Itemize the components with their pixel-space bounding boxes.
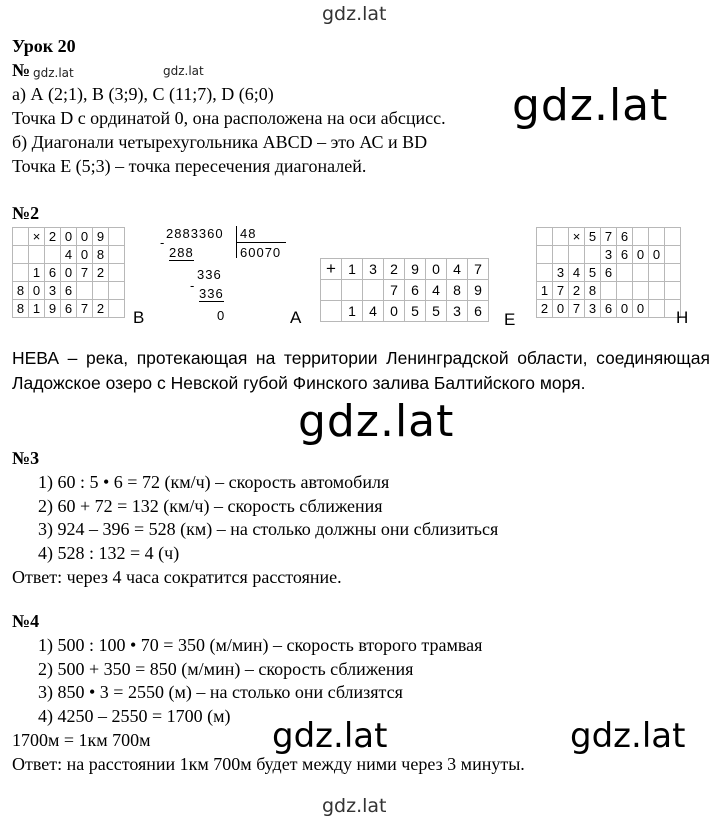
watermark-big-1: gdz.lat [512, 80, 669, 131]
watermark-top: gdz.lat [322, 3, 387, 25]
task2-number: №2 [12, 203, 40, 223]
division-quotient: 60070 [240, 245, 282, 260]
division-minus-1: - [160, 235, 166, 250]
task1-line-a: а) А (2;1), В (3;9), С (11;7), D (6;0) [12, 84, 274, 104]
task4-step-1: 1) 500 : 100 • 70 = 350 (м/мин) – скорость второго трамвая [38, 635, 483, 655]
division-step-1: 288 [169, 245, 194, 260]
task3-step-4: 4) 528 : 132 = 4 (ч) [38, 543, 180, 563]
division-dividend: 2883360 [166, 226, 224, 241]
task3-answer: Ответ: через 4 часа сократится расстояние. [12, 567, 342, 587]
calc-h-letter: Н [676, 308, 689, 327]
division-divisor: 48 [240, 226, 257, 241]
task4-step-2: 2) 500 + 350 = 850 (м/мин) – скорость сближения [38, 659, 414, 679]
calc-e-letter: Е [504, 310, 516, 329]
watermark-mid-2: gdz.lat [570, 716, 686, 756]
division-step-3: 336 [199, 286, 224, 301]
task4-step-3: 3) 850 • 3 = 2550 (м) – на столько они сблизятся [38, 682, 403, 702]
task1-number: № [12, 60, 31, 80]
task1-line-a2: Точка D с ординатой 0, она расположена на оси абсцисс. [12, 108, 446, 128]
task4-conversion: 1700м = 1км 700м [12, 730, 151, 750]
watermark-mid-1: gdz.lat [272, 716, 388, 756]
task3-step-2: 2) 60 + 72 = 132 (км/ч) – скорость сближения [38, 496, 383, 516]
division-remainder: 0 [217, 308, 226, 323]
task3-step-3: 3) 924 – 396 = 528 (км) – на столько должны они сблизиться [38, 519, 499, 539]
task3-number: №3 [12, 448, 40, 468]
calc-addition-e: + 1 3 2 9 0 4 7 7 6 4 8 9 1 4 0 5 5 3 6 [320, 258, 489, 322]
division-minus-2: - [190, 278, 196, 293]
task4-step-4: 4) 4250 – 2550 = 1700 (м) [38, 706, 231, 726]
calc-multiplication-b: × 2 0 0 9 4 0 8 1 6 0 7 2 8 0 3 6 8 1 9 6 7 2 [12, 227, 125, 318]
watermark-tiny-2: gdz.lat [163, 64, 204, 78]
calc-multiplication-h: × 5 7 6 3 6 0 0 3 4 5 6 1 7 2 8 2 0 7 3 6 0 0 [536, 227, 681, 318]
watermark-bottom: gdz.lat [322, 795, 387, 817]
task1-line-b2: Точка Е (5;3) – точка пересечения диагоналей. [12, 156, 367, 176]
task4-number: №4 [12, 611, 40, 631]
division-step-2: 336 [197, 267, 222, 282]
neva-paragraph: НЕВА – река, протекающая на территории Ленинградской области, соединяющая Ладожское озеро с Невской губой Финского залива Балтийского моря. [12, 348, 710, 393]
lesson-title: Урок 20 [12, 36, 76, 56]
calc-b-letter: В [133, 308, 145, 327]
watermark-big-2: gdz.lat [298, 396, 455, 447]
watermark-tiny-1: gdz.lat [33, 66, 74, 80]
calc-a-letter: А [290, 308, 302, 327]
task3-step-1: 1) 60 : 5 • 6 = 72 (км/ч) – скорость автомобиля [38, 472, 390, 492]
task1-line-b: б) Диагонали четырехугольника ABCD – это АС и BD [12, 132, 428, 152]
division-bar-horizontal [236, 242, 286, 243]
task4-answer: Ответ: на расстоянии 1км 700м будет между ними через 3 минуты. [12, 754, 525, 774]
